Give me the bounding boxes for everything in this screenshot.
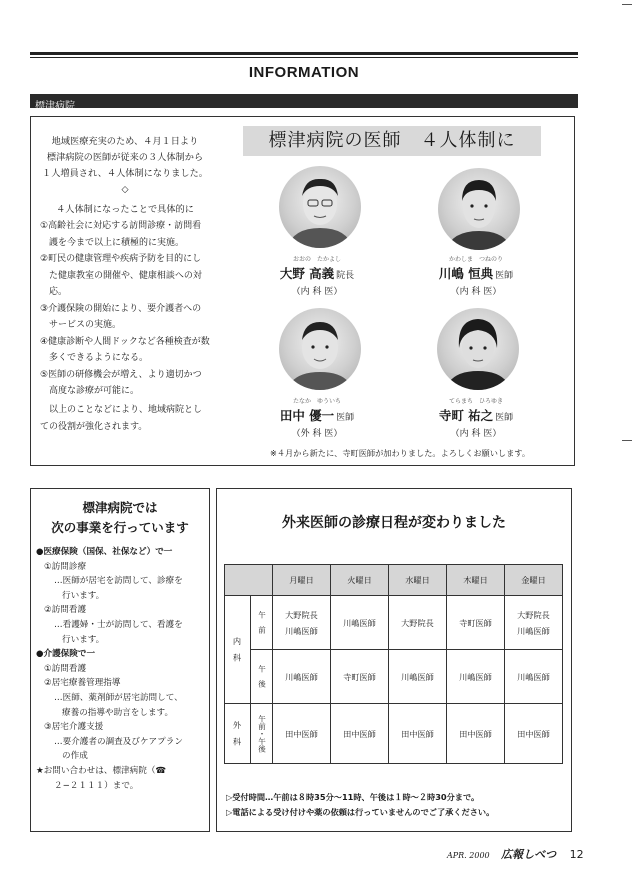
- doctor-photo-ono: [279, 166, 361, 248]
- doctor-card-kawashima: [411, 256, 541, 297]
- intro-line: １人増員され、４人体制になりました。: [42, 168, 208, 179]
- doctor-photo-teramachi: [437, 308, 519, 390]
- doctor-card-teramachi: [411, 398, 541, 439]
- schedule-cell: [273, 596, 331, 650]
- staff-heading: 標津病院の医師 ４人体制に: [268, 130, 516, 151]
- doctor-ruby: てらまち ひろゆき: [448, 398, 503, 405]
- service-desc: の作成: [62, 751, 88, 762]
- period-am: 午 前: [251, 596, 273, 650]
- service-desc: …看護婦・士が訪問して、看護を: [54, 619, 183, 630]
- table-row: [225, 650, 563, 704]
- cell-doctor: 川嶋医師: [343, 617, 376, 628]
- doctor-ruby: おおの たかよし: [292, 256, 341, 263]
- corner-cell: [225, 565, 273, 596]
- doctor-title: 医師: [336, 413, 355, 423]
- doctor-card-tanaka: [252, 398, 382, 439]
- feature-list: [40, 218, 210, 400]
- day-header: 水曜日: [389, 565, 447, 596]
- schedule-cell: 田中医師: [273, 704, 331, 764]
- staff-intro: [40, 134, 210, 198]
- period-ampm: 午前・午後: [251, 704, 273, 764]
- page-number: 12: [569, 848, 584, 861]
- doctor-photo-tanaka: [279, 308, 361, 390]
- staff-note: ※４月から新たに、寺町医師が加わりました。よろしくお願いします。: [269, 448, 531, 458]
- doctor-title: 医師: [495, 413, 514, 423]
- doctor-ruby: たなか ゆういち: [292, 398, 341, 405]
- schedule-cell: 川嶋医師: [505, 650, 563, 704]
- service-desc: 行います。: [62, 634, 105, 645]
- conclusion-text: 以上のことなどにより、地域病院としての役割が強化されます。: [40, 405, 203, 432]
- page-footer: [447, 846, 584, 862]
- doctor-name: 田中 優一: [279, 408, 335, 423]
- schedule-cell: [389, 596, 447, 650]
- schedule-cell: [331, 596, 389, 650]
- service-item: ③居宅介護支援: [44, 722, 104, 733]
- contact-line: ★お問い合わせは、標津病院（☎: [36, 765, 167, 776]
- section-label: 標津病院: [35, 101, 75, 112]
- table-row: [225, 704, 563, 764]
- period-pm: 午 後: [251, 650, 273, 704]
- intro-line: 地域医療充実のため、４月１日より: [51, 136, 199, 147]
- dept-geka: 外 科: [225, 704, 251, 764]
- service-desc: …医師が居宅を訪問して、診療を: [54, 576, 183, 587]
- staff-conclusion: [40, 402, 210, 435]
- services-title-line: 次の事業を行っています: [51, 520, 189, 535]
- schedule-cell: 田中医師: [331, 704, 389, 764]
- table-row: [225, 565, 563, 596]
- service-desc: …医師、薬剤師が居宅訪問して、: [54, 692, 183, 703]
- schedule-cell: 寺町医師: [331, 650, 389, 704]
- table-row: [225, 596, 563, 650]
- schedule-table: [224, 564, 563, 764]
- intro-line: 標津病院の医師が従来の３人体制から: [46, 152, 204, 163]
- schedule-cell: 田中医師: [505, 704, 563, 764]
- doctor-dept: （内 科 医）: [450, 287, 502, 297]
- section-bar: [30, 94, 578, 112]
- doctor-title: 院長: [336, 271, 355, 281]
- doctor-dept: （外 科 医）: [291, 429, 343, 439]
- services-list: [36, 545, 206, 793]
- doctor-photo-kawashima: [438, 168, 520, 250]
- header-rule-thin: [30, 57, 578, 58]
- contact-line: ２−２１１１）まで。: [54, 780, 139, 791]
- schedule-notes: [226, 790, 571, 820]
- doctor-title: 医師: [495, 271, 514, 281]
- diamond-separator: ◇: [121, 184, 129, 195]
- service-desc: 療養の指導や助言をします。: [62, 707, 174, 718]
- schedule-cell: [447, 596, 505, 650]
- service-item: ②訪問看護: [44, 605, 87, 616]
- cell-doctor: 川嶋医師: [517, 625, 550, 636]
- feature-item: ④健康診断や人間ドックなど各種検査が数多くできるようになる。: [40, 336, 210, 363]
- scan-mark: [622, 4, 632, 5]
- cell-doctor: 大野院長: [401, 617, 434, 628]
- schedule-cell: 川嶋医師: [273, 650, 331, 704]
- service-desc: 行います。: [62, 590, 105, 601]
- feature-item: ①高齢社会に対応する訪問診療・訪問看護を今まで以上に積極的に実施。: [40, 221, 202, 248]
- cell-doctor: 寺町医師: [459, 617, 492, 628]
- service-item: ①訪問診療: [44, 561, 87, 572]
- feature-item: ⑤医師の研修機会が増え、より適切かつ高度な診療が可能に。: [40, 369, 202, 396]
- doctor-card-ono: [252, 256, 382, 297]
- header-rule-thick: [30, 52, 578, 55]
- services-title-line: 標津病院では: [82, 500, 158, 515]
- doctor-name: 大野 高義: [279, 266, 335, 281]
- doctor-ruby: かわしま つねのり: [448, 256, 503, 263]
- day-header: 木曜日: [447, 565, 505, 596]
- service-desc: …要介護者の調査及びケアプラン: [54, 736, 183, 747]
- schedule-note: ▷受付時間…午前は８時35分〜11時、午後は１時〜２時30分まで。: [226, 792, 480, 802]
- schedule-cell: 川嶋医師: [389, 650, 447, 704]
- dept-naika: 内 科: [225, 596, 251, 704]
- footer-month: APR. 2000: [447, 851, 490, 860]
- cell-doctor: 川嶋医師: [285, 625, 318, 636]
- medical-insurance-heading: ●医療保険（国保、社保など）で一: [36, 547, 173, 557]
- doctor-name: 川嶋 恒典: [438, 266, 494, 281]
- day-header: 月曜日: [273, 565, 331, 596]
- services-title: [30, 498, 210, 538]
- feature-item: ②町民の健康管理や疾病予防を目的にした健康教室の開催や、健康相談への対応。: [40, 254, 202, 297]
- doctor-name: 寺町 祐之: [438, 408, 494, 423]
- schedule-note: ▷電話による受け付けや薬の依頼は行っていませんのでご了承ください。: [226, 807, 495, 817]
- schedule-cell: 川嶋医師: [447, 650, 505, 704]
- features-intro: ４人体制になったことで具体的に: [56, 204, 194, 215]
- day-header: 金曜日: [505, 565, 563, 596]
- cell-doctor: 大野院長: [285, 609, 318, 620]
- footer-publication: 広報しべつ: [501, 848, 557, 861]
- doctor-dept: （内 科 医）: [450, 429, 502, 439]
- schedule-cell: 田中医師: [389, 704, 447, 764]
- service-item: ②居宅療養管理指導: [44, 678, 121, 689]
- day-header: 火曜日: [331, 565, 389, 596]
- schedule-title: 外来医師の診療日程が変わりました: [282, 515, 506, 531]
- schedule-cell: 田中医師: [447, 704, 505, 764]
- doctor-dept: （内 科 医）: [291, 287, 343, 297]
- schedule-cell: [505, 596, 563, 650]
- care-insurance-heading: ●介護保険で一: [36, 649, 96, 660]
- scan-mark: [622, 440, 632, 441]
- service-item: ①訪問看護: [44, 663, 87, 674]
- cell-doctor: 大野院長: [517, 609, 550, 620]
- feature-item: ③介護保険の開始により、要介護者へのサービスの実施。: [40, 303, 202, 330]
- page-title: INFORMATION: [248, 64, 360, 81]
